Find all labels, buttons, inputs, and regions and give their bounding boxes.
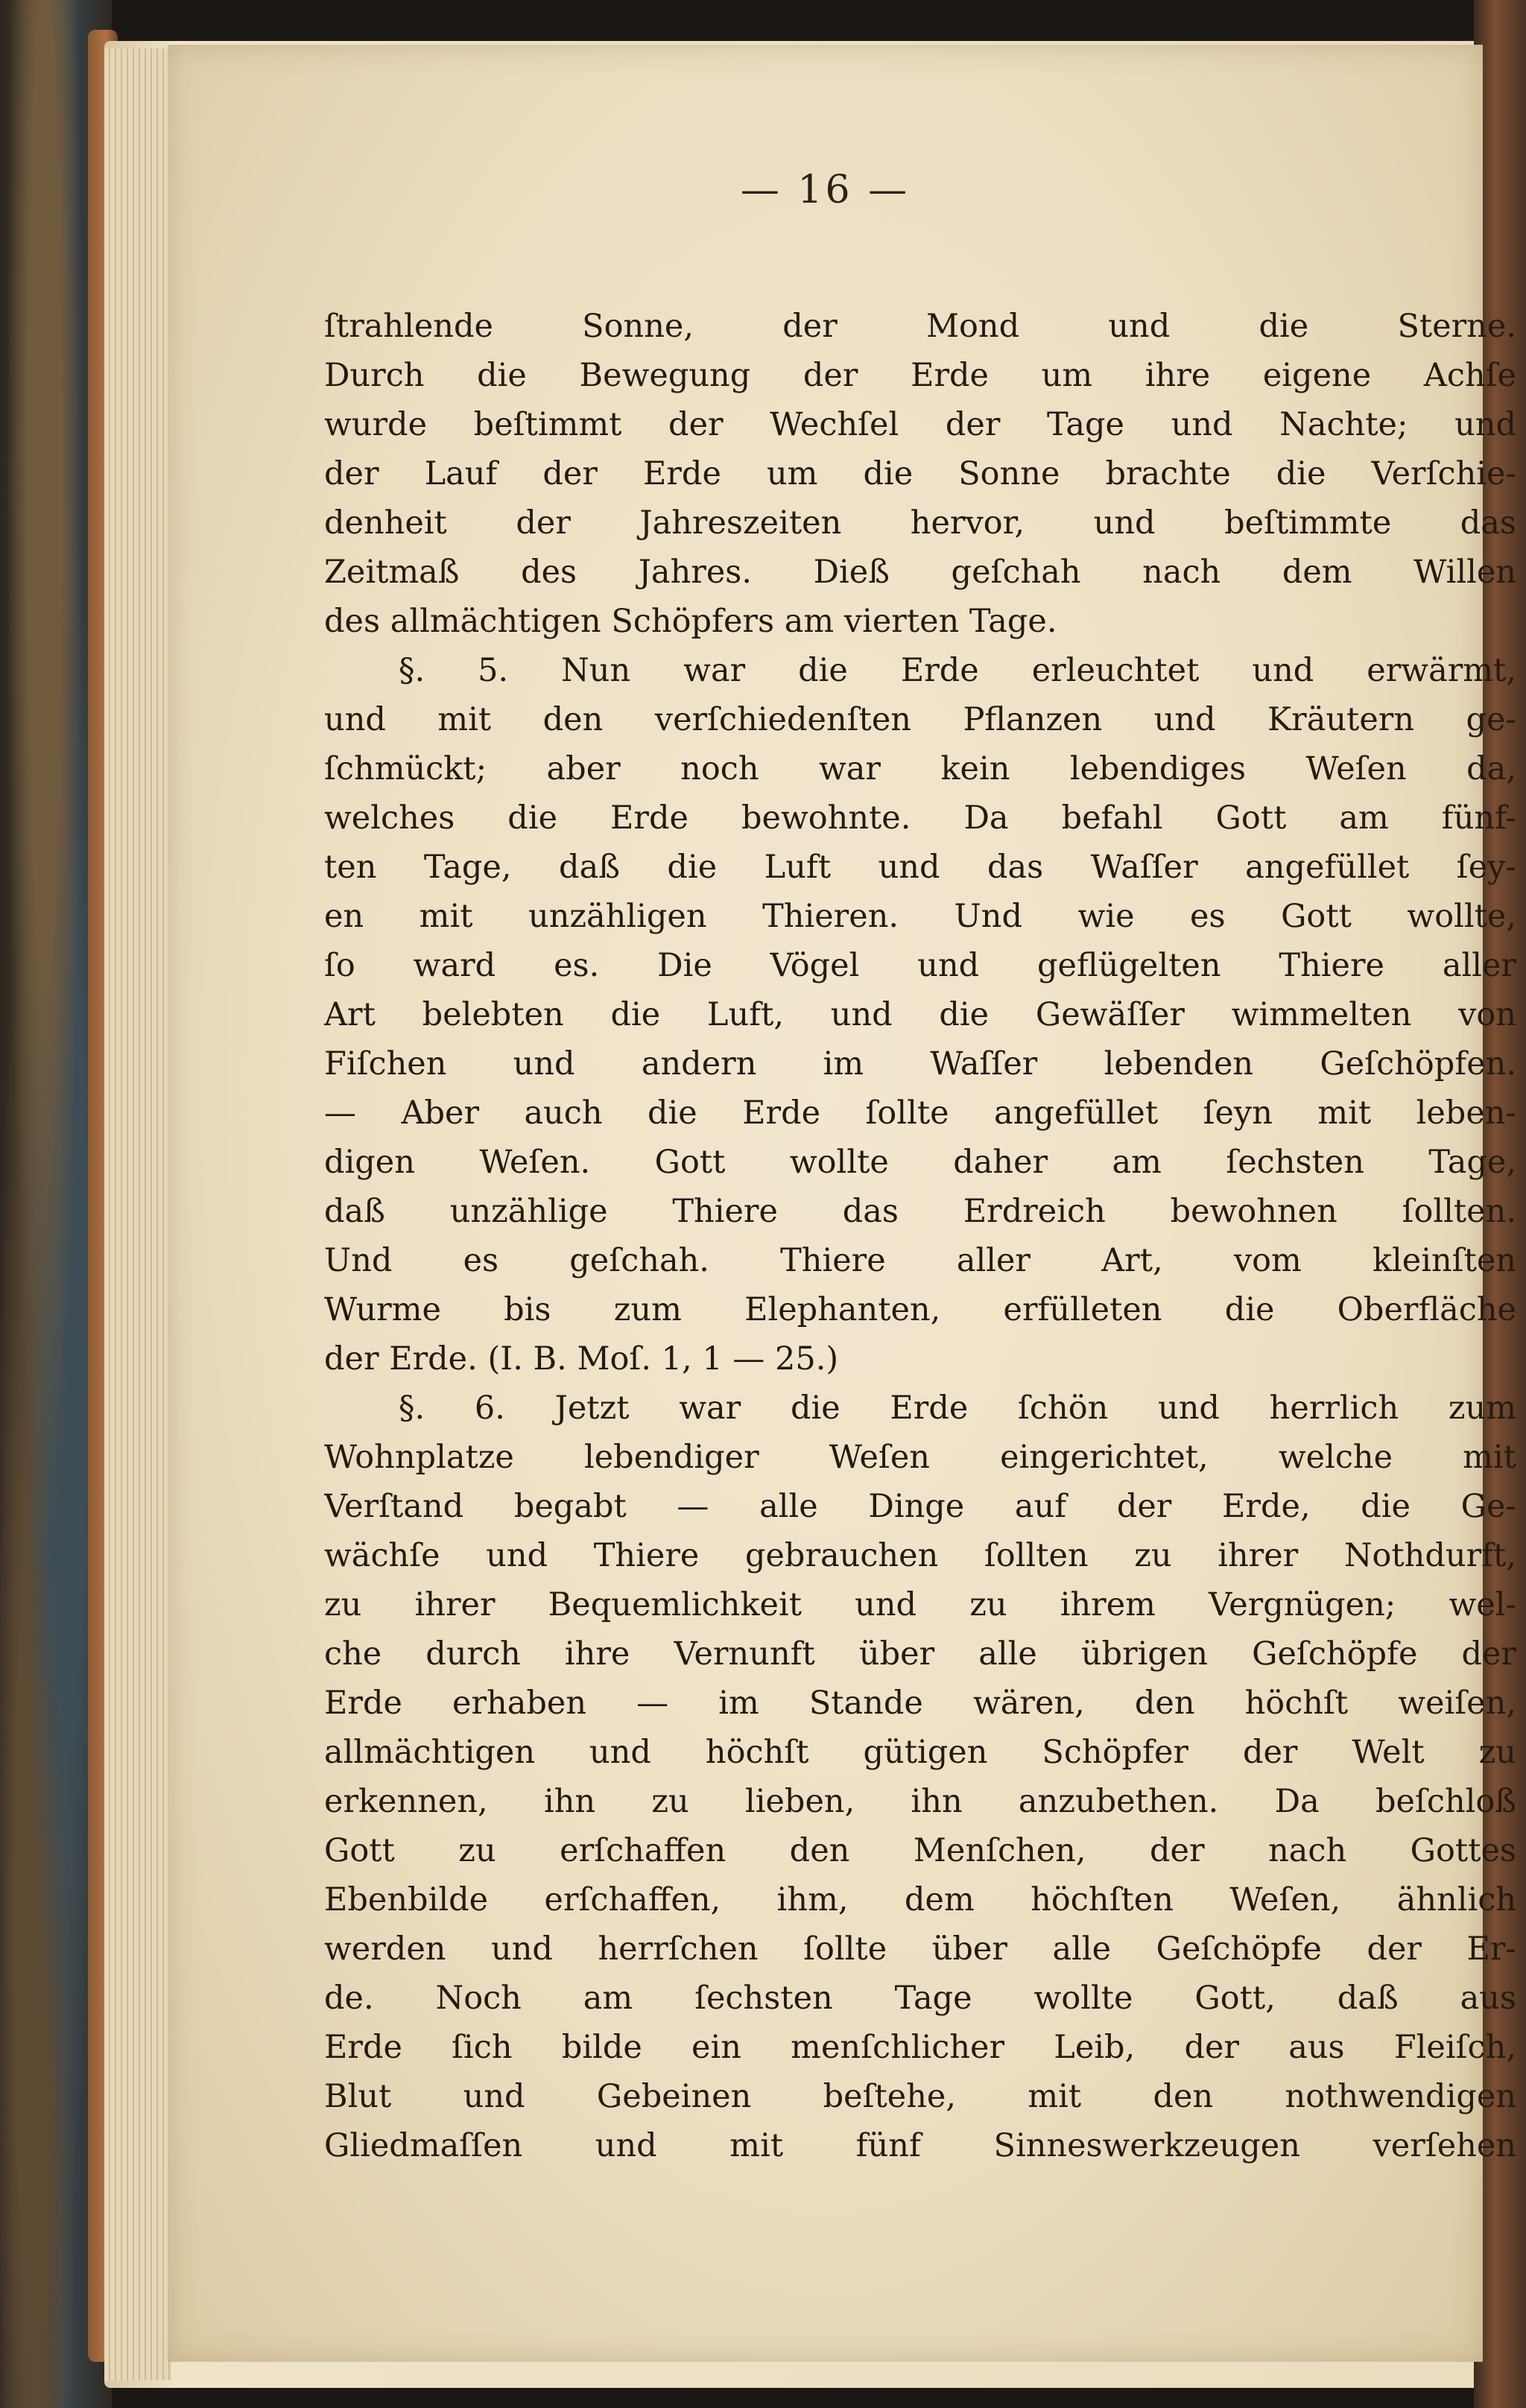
text-line: der Erde. (I. B. Moſ. 1, 1 — 25.) (324, 1340, 839, 1378)
text-line: — Aber auch die Erde ſollte angefüllet ſeyn mit leben- (324, 1094, 1516, 1132)
text-line: ſtrahlende Sonne, der Mond und die Sterne. (324, 308, 1516, 345)
text-line: Gliedmaſſen und mit fünf Sinneswerkzeugen verſehen (324, 2127, 1516, 2164)
text-line: de. Noch am ſechsten Tage wollte Gott, daß aus (324, 1980, 1516, 2017)
text-line: Blut und Gebeinen beſtehe, mit den nothwendigen (324, 2078, 1516, 2115)
page-number: — 16 — (740, 168, 911, 212)
text-line: Art belebten die Luft, und die Gewäſſer wimmelten von (324, 996, 1516, 1033)
text-line: Zeitmaß des Jahres. Dieß geſchah nach dem Willen (324, 554, 1516, 591)
text-line: che durch ihre Vernunft über alle übrigen Geſchöpfe der (324, 1635, 1516, 1673)
text-line: welches die Erde bewohnte. Da befahl Gott am fünf- (324, 799, 1516, 837)
text-line: daß unzählige Thiere das Erdreich bewohnen ſollten. (324, 1193, 1516, 1230)
text-line: wurde beſtimmt der Wechſel der Tage und Nachte; und (324, 406, 1516, 443)
book-page (168, 45, 1516, 2362)
text-line: ſchmückt; aber noch war kein lebendiges Weſen da, (324, 750, 1516, 788)
text-line: allmächtigen und höchſt gütigen Schöpfer der Welt zu (324, 1734, 1516, 1771)
text-line: zu ihrer Bequemlichkeit und zu ihrem Vergnügen; wel- (324, 1586, 1516, 1623)
text-line: ten Tage, daß die Luft und das Waſſer angefüllet ſey- (324, 849, 1516, 886)
text-line: Verſtand begabt — alle Dinge auf der Erde, die Ge- (324, 1488, 1516, 1525)
text-line: und mit den verſchiedenſten Pflanzen und Kräutern ge- (324, 701, 1516, 738)
text-line: erkennen, ihn zu lieben, ihn anzubethen. Da beſchloß (324, 1783, 1516, 1820)
page-edges (104, 48, 171, 2380)
text-line: Durch die Bewegung der Erde um ihre eigene Achſe (324, 357, 1516, 394)
text-line: digen Weſen. Gott wollte daher am ſechsten Tage, (324, 1144, 1516, 1181)
text-line: Gott zu erſchaffen den Menſchen, der nach Gottes (324, 1832, 1516, 1869)
text-line: der Lauf der Erde um die Sonne brachte die Verſchie- (324, 455, 1516, 492)
text-line: Ebenbilde erſchaffen, ihm, dem höchſten Weſen, ähnlich (324, 1881, 1516, 1919)
text-line: werden und herrſchen ſollte über alle Geſchöpfe der Er- (324, 1930, 1516, 1968)
text-line: §. 5. Nun war die Erde erleuchtet und erwärmt, (399, 652, 1516, 689)
text-line: Erde erhaben — im Stande wären, den höchſt weiſen, (324, 1685, 1516, 1722)
text-line: §. 6. Jetzt war die Erde ſchön und herrlich zum (399, 1390, 1516, 1427)
text-line: Erde ſich bilde ein menſchlicher Leib, der aus Fleiſch, (324, 2029, 1516, 2066)
text-line: des allmächtigen Schöpfers am vierten Tage. (324, 603, 1057, 640)
page-text (324, 302, 1516, 2170)
text-line: Fiſchen und andern im Waſſer lebenden Geſchöpfen. (324, 1045, 1516, 1083)
text-line: wächſe und Thiere gebrauchen ſollten zu ihrer Nothdurft, (324, 1537, 1516, 1574)
text-line: Und es geſchah. Thiere aller Art, vom kleinſten (324, 1242, 1516, 1279)
text-line: Wohnplatze lebendiger Weſen eingerichtet, welche mit (324, 1439, 1516, 1476)
text-line: Wurme bis zum Elephanten, erfülleten die Oberfläche (324, 1291, 1516, 1328)
text-line: denheit der Jahreszeiten hervor, und beſtimmte das (324, 504, 1516, 542)
text-line: en mit unzähligen Thieren. Und wie es Gott wollte, (324, 898, 1516, 935)
text-line: ſo ward es. Die Vögel und geflügelten Thiere aller (324, 947, 1516, 984)
